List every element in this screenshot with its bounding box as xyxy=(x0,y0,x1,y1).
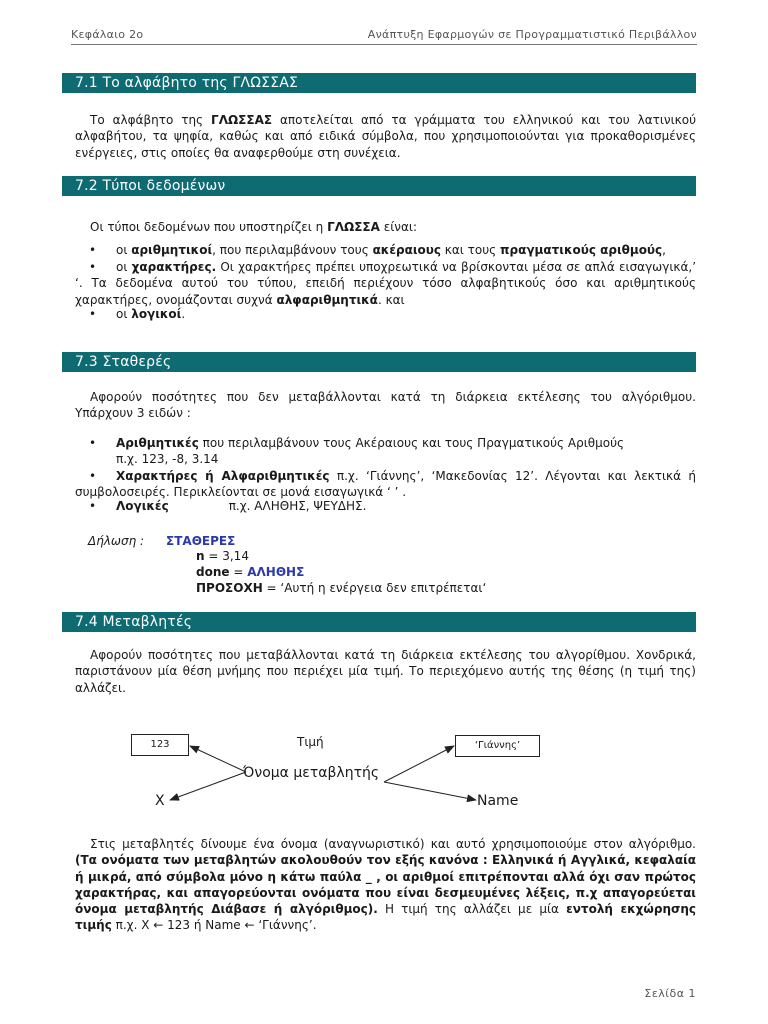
paragraph-alphabet: Το αλφάβητο της ΓΛΩΣΣΑΣ αποτελείται από τα γράμματα του ελληνικού και του λατινικού αλφαβήτου, τα ψηφία, καθώς και από ειδικά σύμβολα, που χρησιμοποιούνται για προκαθορισμένες ενέργειες, στις οποίες θα αναφερθούμε στη συνέχεια. xyxy=(75,113,697,160)
value-box-123: 123 xyxy=(131,734,189,756)
list-item-characters: • οι χαρακτήρες. Οι χαρακτήρες πρέπει υποχρεωτικά να βρίσκονται μέσα σε απλά εισαγωγικά,’ ‘. Τα δεδομένα αυτού του τύπου, επειδή περιέχουν τόσο αλφαβητικούς όσο και αριθμητικούς χαρακτήρες, ονομάζονται συχνά αλφαριθμητικά. και xyxy=(75,260,697,307)
declaration-line-n: n = 3,14 xyxy=(196,549,249,563)
list-item-string-constants: • Χαρακτήρες ή Αλφαριθμητικές π.χ. ‘Γιάννης’, ‘Μακεδονίας 12’. Λέγονται και λεκτικά ή συμβολοσειρές. Περικλείονται σε μονά εισαγωγικά ‘ ’ . xyxy=(75,469,696,500)
section-heading-7-3: 7.3 Σταθερές xyxy=(62,352,696,372)
value-box-giannis: ‘Γιάννης’ xyxy=(455,735,540,757)
section-heading-7-1: 7.1 Το αλφάβητο της ΓΛΩΣΣΑΣ xyxy=(62,73,696,93)
label-x: X xyxy=(155,793,165,809)
header-chapter: Κεφάλαιο 2ο xyxy=(71,28,144,41)
list-item-logical: • οι λογικοί. xyxy=(89,307,186,321)
list-item-numeric-constants: • Αριθμητικές που περιλαμβάνουν τους Ακέραιους και τους Πραγματικούς Αριθμούς π.χ. 123, -8, 3.14 xyxy=(89,436,625,467)
label-value: Τιμή xyxy=(297,735,324,749)
paragraph-variables: Αφορούν ποσότητες που μεταβάλλονται κατά τη διάρκεια εκτέλεσης του αλγορίθμου. Χονδρικά, παριστάνουν μία θέση μνήμης που περιέχει μία τιμή. Το περιεχόμενο αυτής της θέσης (η τιμή της) αλλάζει. xyxy=(75,648,696,695)
label-variable-name: Όνομα μεταβλητής xyxy=(243,765,380,781)
arrow-to-giannis xyxy=(384,746,454,782)
section-heading-7-4: 7.4 Μεταβλητές xyxy=(62,612,696,632)
list-item-numeric: • οι αριθμητικοί, που περιλαμβάνουν τους ακέραιους και τους πραγματικούς αριθμούς, xyxy=(89,243,666,257)
header-course: Ανάπτυξη Εφαρμογών σε Προγραμματιστικό Περιβάλλον xyxy=(367,28,697,41)
arrow-to-123 xyxy=(190,746,246,772)
arrow-to-x xyxy=(170,772,246,800)
paragraph-constants-intro: Αφορούν ποσότητες που δεν μεταβάλλονται κατά τη διάρκεια εκτέλεσης του αλγόριθμου. Υπάρχουν 3 ειδών : xyxy=(75,390,696,421)
declaration-line-keyword: Δήλωση : ΣΤΑΘΕΡΕΣ xyxy=(88,534,236,548)
list-item-logical-constants: • Λογικές π.χ. ΑΛΗΘΗΣ, ΨΕΥΔΗΣ. xyxy=(89,499,367,513)
paragraph-data-types-intro: Οι τύποι δεδομένων που υποστηρίζει η ΓΛΩΣΣΑ είναι: xyxy=(90,220,417,234)
declaration-line-done: done = ΑΛΗΘΗΣ xyxy=(196,565,305,579)
arrow-to-name xyxy=(384,782,476,800)
declaration-line-warning: ΠΡΟΣΟΧΗ = ‘Αυτή η ενέργεια δεν επιτρέπεται‘ xyxy=(196,581,487,595)
page-number: Σελίδα 1 xyxy=(644,987,696,1000)
section-heading-7-2: 7.2 Τύποι δεδομένων xyxy=(62,176,696,196)
paragraph-variable-naming: Στις μεταβλητές δίνουμε ένα όνομα (αναγνωριστικό) και αυτό χρησιμοποιούμε στον αλγόριθμο. (Τα ονόματα των μεταβλητών ακολουθούν τον εξής κανόνα : Ελληνικά ή Αγγλικά, κεφαλαία ή μικρά, από σύμβολα μόνο η κάτω παύλα _ , οι αριθμοί επιτρέπονται αλλά όχι σαν πρώτος χαρακτήρας, και απαγορεύονται ονόματα που είναι δεσμευμένες λέξεις, π.χ απαγορεύεται όνομα μεταβλητής Διάβασε ή αλγόριθμος). Η τιμή της αλλάζει με μία εντολή εκχώρησης τιμής π.χ. X ← 123 ή Name ← ‘Γιάννης’. xyxy=(75,837,696,933)
label-name: Name xyxy=(477,793,519,809)
